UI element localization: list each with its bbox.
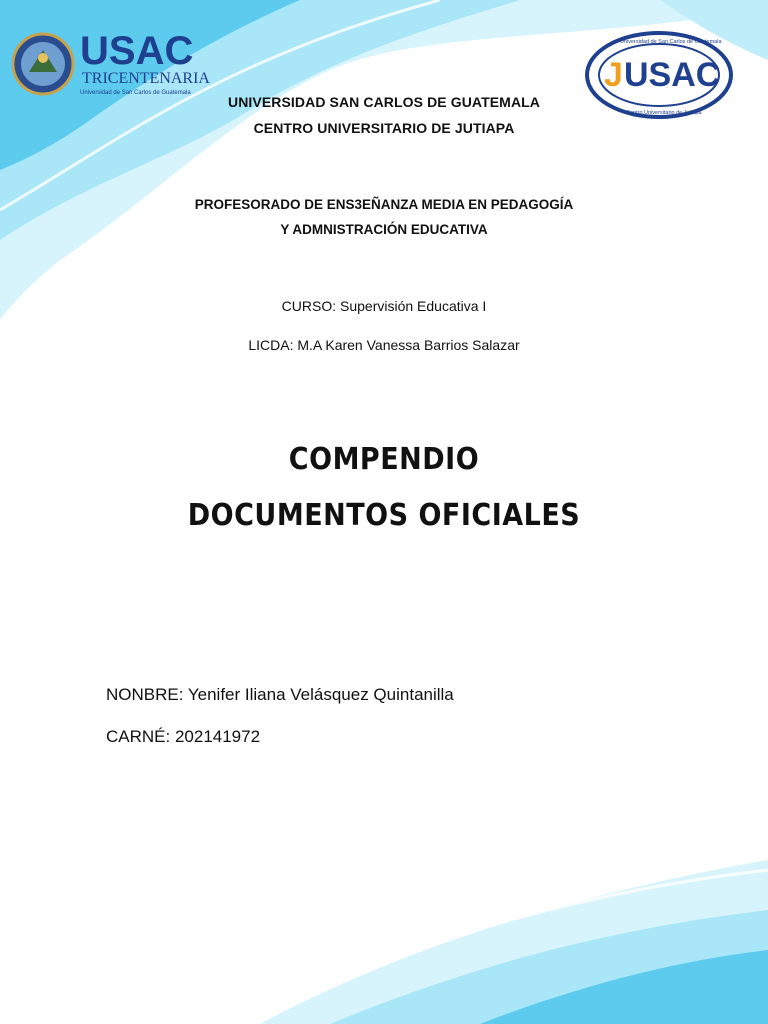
center-name: CENTRO UNIVERSITARIO DE JUTIAPA [253,120,515,136]
university-name: UNIVERSIDAD SAN CARLOS DE GUATEMALA [227,94,541,110]
title-line-2: DOCUMENTOS OFICIALES [187,498,581,533]
teacher-line: LICDA: M.A Karen Vanessa Barrios Salazar [248,337,520,353]
svg-text:USAC: USAC [80,29,194,73]
svg-text:USAC: USAC [624,56,721,94]
svg-text:Universidad de San Carlos de G: Universidad de San Carlos de Guatemala [620,39,722,45]
student-id: CARNÉ: 202141972 [106,727,261,746]
student-name: NONBRE: Yenifer Iliana Velásquez Quintanilla [106,685,454,704]
svg-text:Universidad de San Carlos de G: Universidad de San Carlos de Guatemala [80,90,191,96]
svg-text:J: J [604,56,623,94]
program-line-1: PROFESORADO DE ENS3EÑANZA MEDIA EN PEDAGOGÍA [194,197,574,212]
course-line: CURSO: Supervisión Educativa I [281,298,487,314]
title-line-1: COMPENDIO [288,442,480,477]
program-line-2: Y ADMNISTRACIÓN EDUCATIVA [280,222,488,237]
svg-text:TRICENTENARIA: TRICENTENARIA [82,70,210,87]
usac-tricentenaria-logo [12,28,212,100]
svg-text:Centro Universitario de Jutiap: Centro Universitario de Jutiapa [626,110,702,116]
